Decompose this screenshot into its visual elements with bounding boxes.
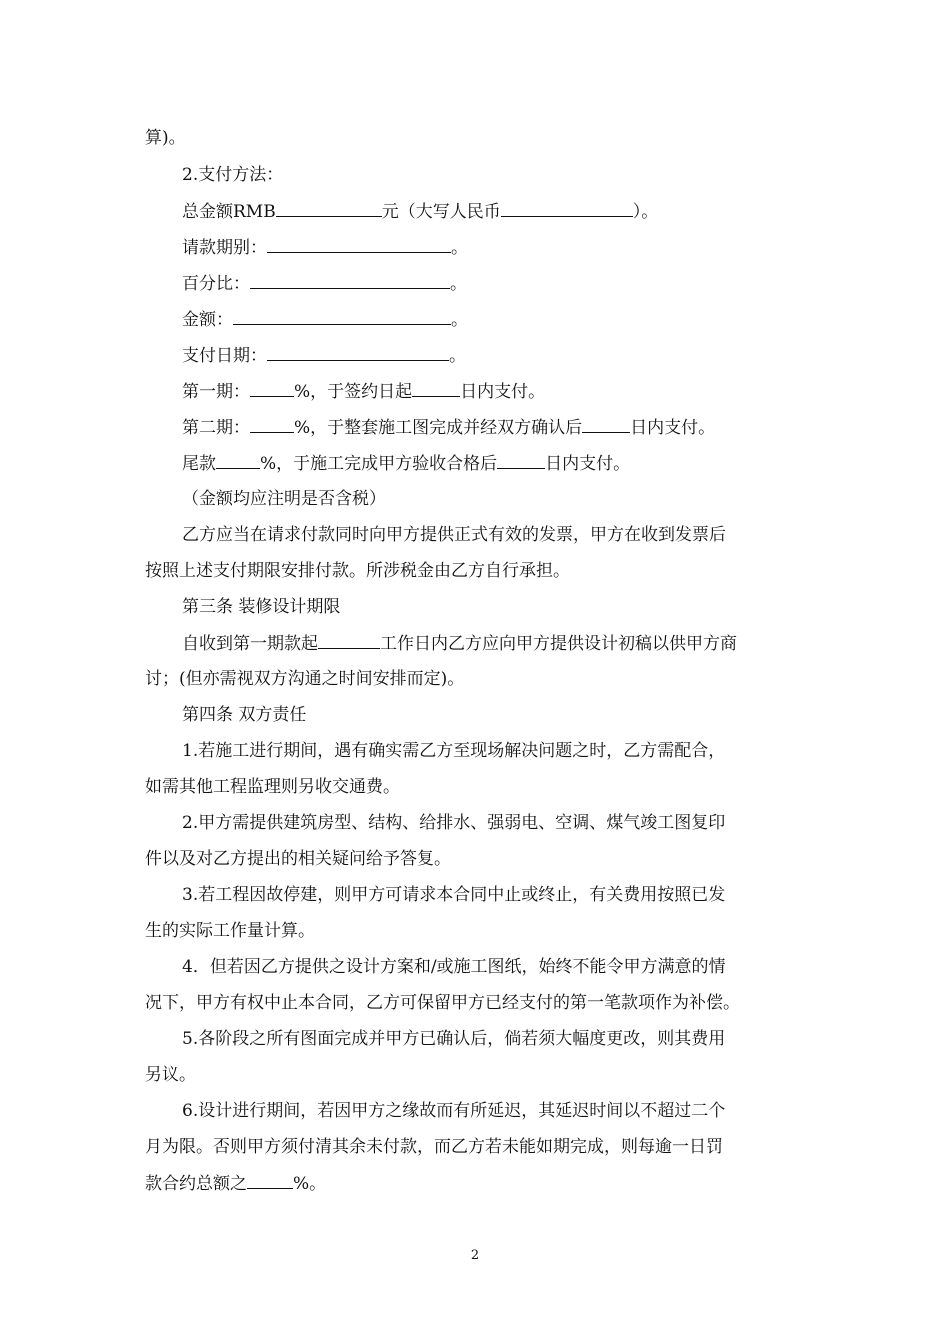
first-percent-blank <box>250 381 294 397</box>
text-line: 6.设计进行期间，若因甲方之缘故而有所延迟，其延迟时间以不超过二个 <box>182 1101 726 1121</box>
first-installment-line: 第一期： %，于签约日起 日内支付。 <box>182 382 546 402</box>
text-line: 另议。 <box>145 1065 196 1085</box>
penalty-line: 款合约总额之 %。 <box>145 1174 327 1194</box>
text-line: 2.甲方需提供建筑房型、结构、给排水、强弱电、空调、煤气竣工图复印 <box>182 813 726 833</box>
text-line: 件以及对乙方提出的相关疑问给予答复。 <box>145 849 451 869</box>
first-days-blank <box>412 381 460 397</box>
percentage-blank <box>250 273 450 289</box>
second-days-blank <box>582 417 630 433</box>
text-line: 乙方应当在请求付款同时向甲方提供正式有效的发票，甲方在收到发票后 <box>182 525 726 545</box>
capital-amount-blank <box>501 201 633 217</box>
text-line: 4．但若因乙方提供之设计方案和/或施工图纸，始终不能令甲方满意的情 <box>182 957 726 977</box>
design-deadline-line: 自收到第一期款起 工作日内乙方应向甲方提供设计初稿以供甲方商 <box>182 634 737 654</box>
amount-line: 金额： 。 <box>182 310 468 330</box>
total-amount-line: 总金额RMB 元（大写人民币 ）。 <box>182 202 659 222</box>
amount-blank <box>233 309 451 325</box>
final-days-blank <box>497 453 545 469</box>
text-line: 如需其他工程监理则另收交通费。 <box>145 777 400 797</box>
text-line: 月为限。否则甲方须付清其余未付款，而乙方若未能如期完成，则每逾一日罚 <box>145 1137 723 1157</box>
payment-date-blank <box>267 345 449 361</box>
penalty-percent-blank <box>247 1173 293 1189</box>
workdays-blank <box>318 633 380 649</box>
second-installment-line: 第二期： %，于整套施工图完成并经双方确认后 日内支付。 <box>182 418 716 438</box>
article-4-heading: 第四条 双方责任 <box>182 705 307 725</box>
text-line: 3.若工程因故停建，则甲方可请求本合同中止或终止，有关费用按照已发 <box>182 885 726 905</box>
tax-note: （金额均应注明是否含税） <box>182 489 386 509</box>
percentage-line: 百分比： 。 <box>182 274 467 294</box>
text-line: 况下，甲方有权中止本合同，乙方可保留甲方已经支付的第一笔款项作为补偿。 <box>145 993 740 1013</box>
text-line: 算)。 <box>145 128 186 148</box>
text-line: 生的实际工作量计算。 <box>145 921 315 941</box>
final-percent-blank <box>216 453 260 469</box>
article-3-heading: 第三条 装修设计期限 <box>182 597 341 617</box>
second-percent-blank <box>250 417 294 433</box>
billing-period-line: 请款期别： 。 <box>182 238 468 258</box>
text-line: 1.若施工进行期间，遇有确实需乙方至现场解决问题之时，乙方需配合， <box>182 741 726 761</box>
billing-period-blank <box>267 237 451 253</box>
payment-method-heading: 2.支付方法： <box>182 165 284 185</box>
final-payment-line: 尾款 %，于施工完成甲方验收合格后 日内支付。 <box>182 454 631 474</box>
page-number: 2 <box>470 1248 480 1263</box>
payment-date-line: 支付日期： 。 <box>182 346 466 366</box>
text-line: 讨；(但亦需视双方沟通之时间安排而定)。 <box>145 669 465 689</box>
text-line: 按照上述支付期限安排付款。所涉税金由乙方自行承担。 <box>145 561 570 581</box>
text-line: 5.各阶段之所有图面完成并甲方已确认后，倘若须大幅度更改，则其费用 <box>182 1029 726 1049</box>
rmb-amount-blank <box>276 201 382 217</box>
